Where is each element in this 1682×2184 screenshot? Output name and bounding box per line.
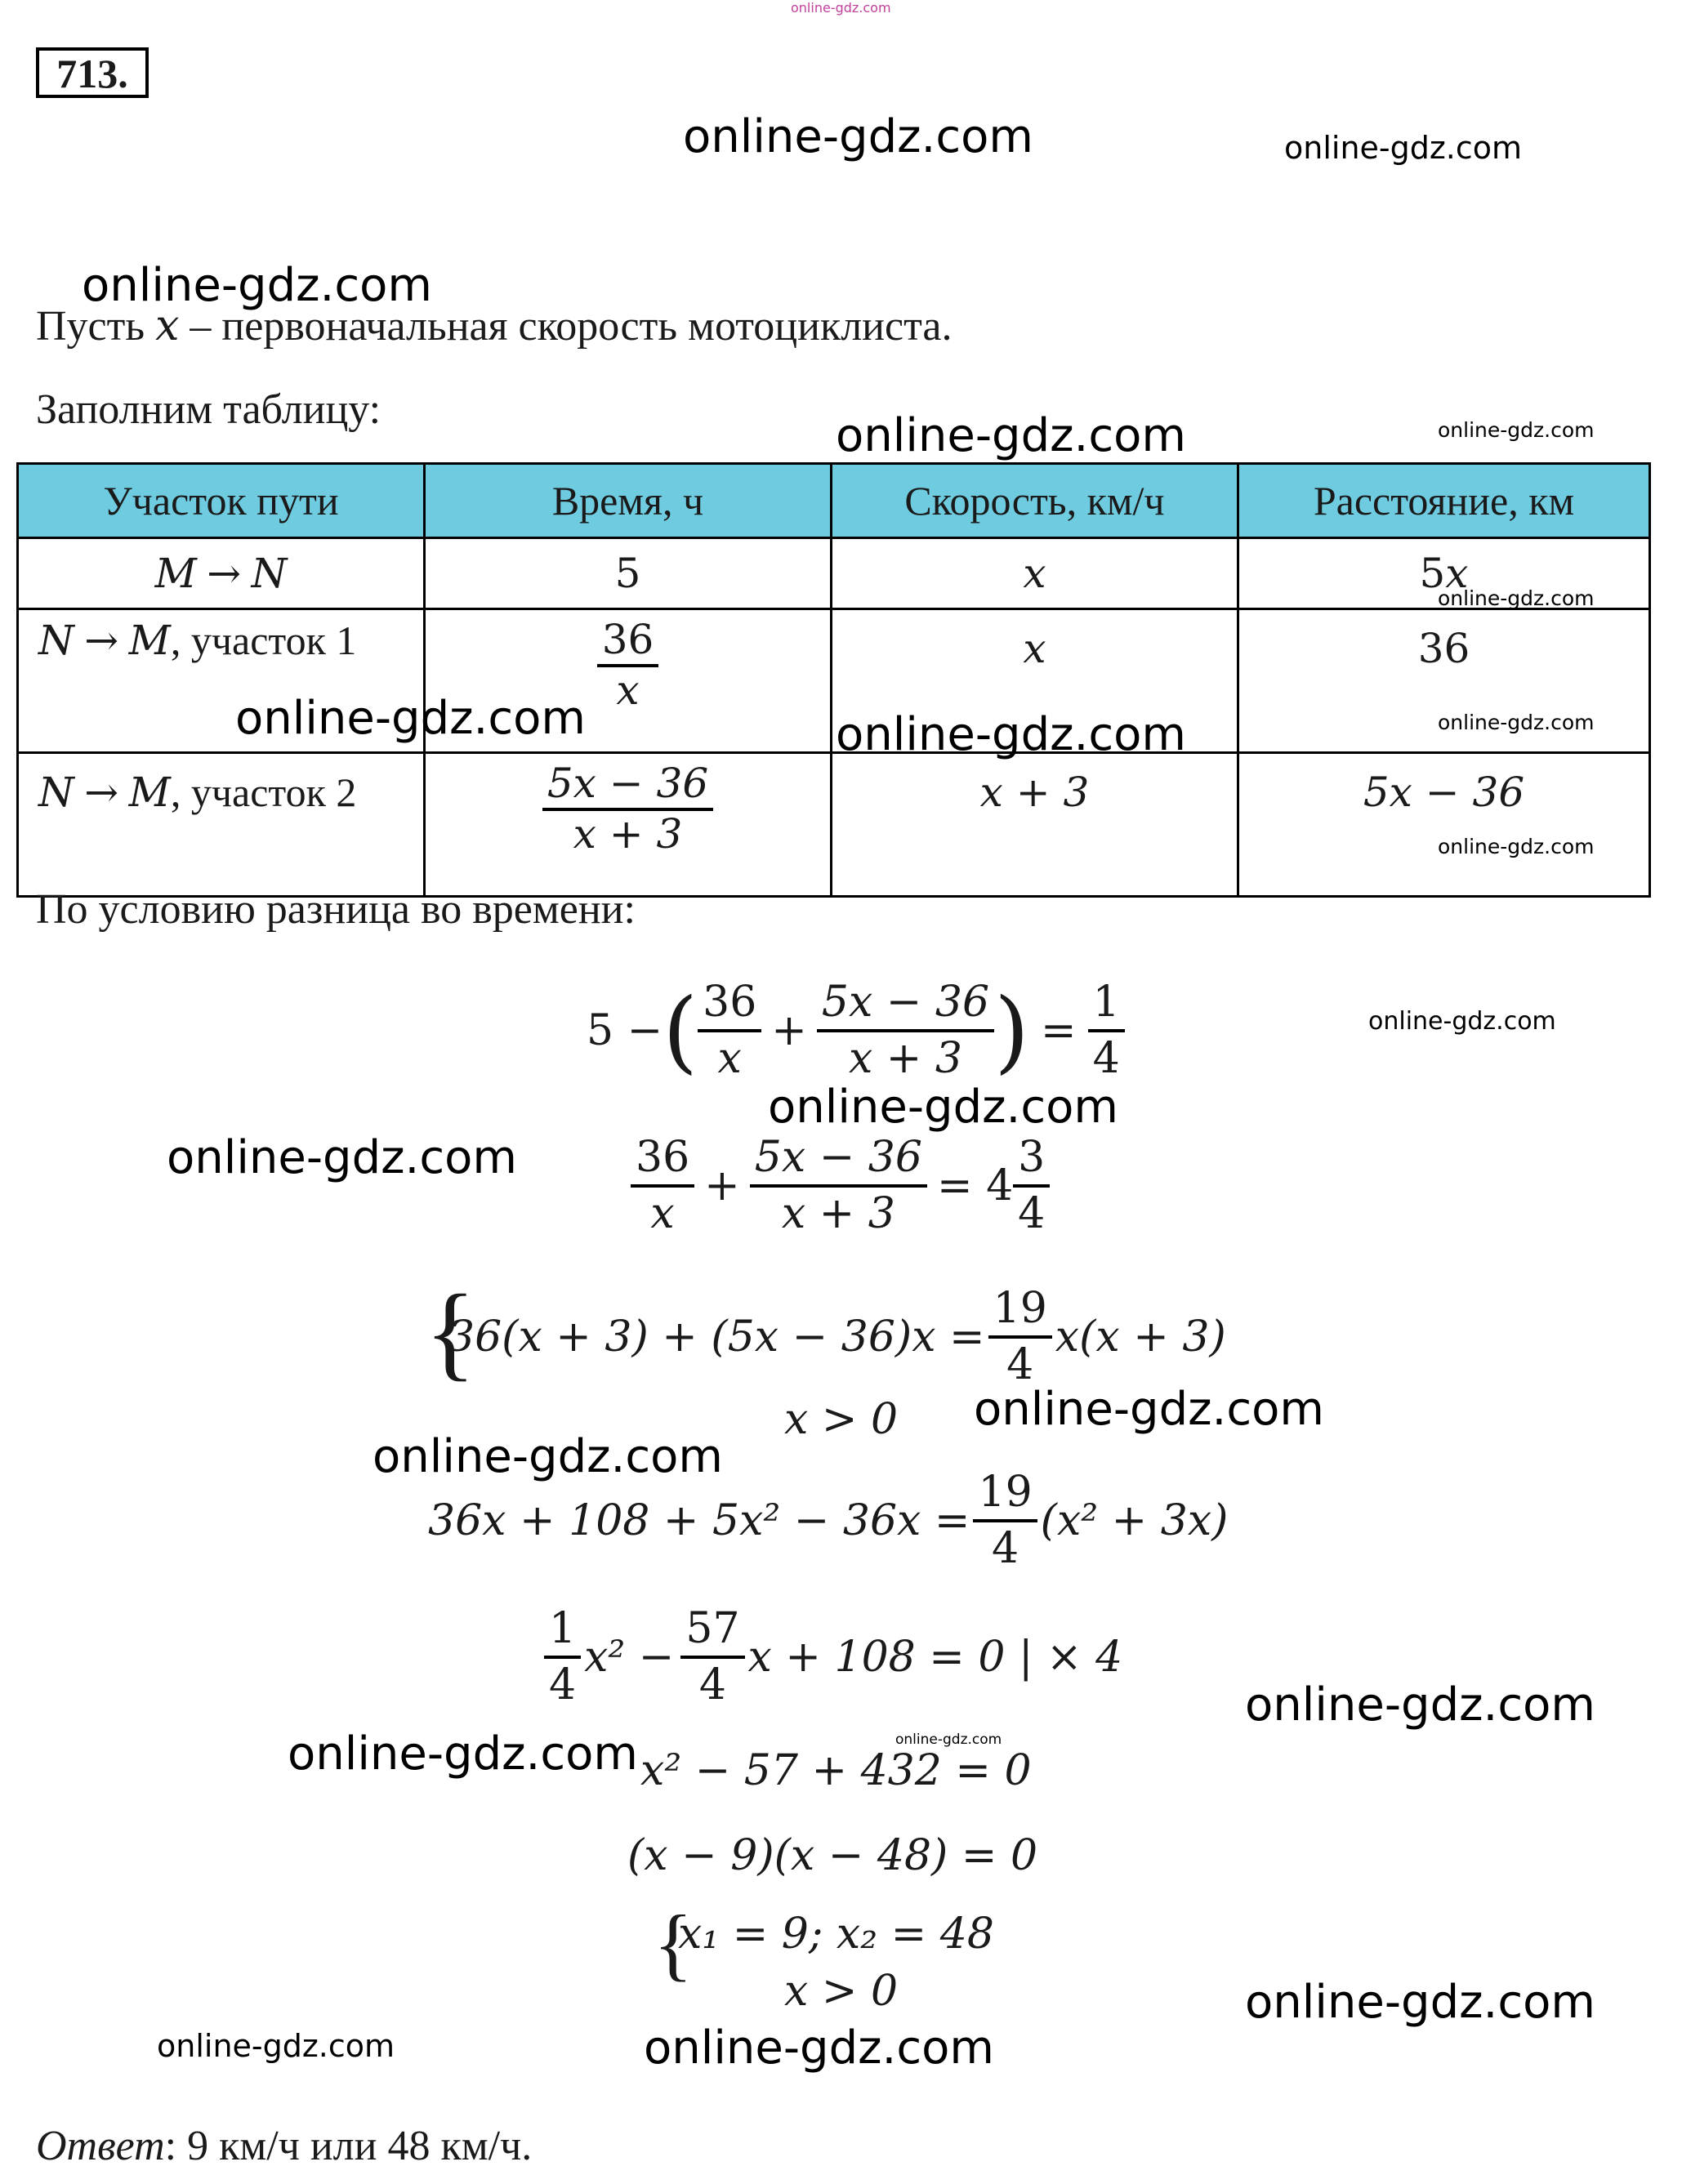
watermark: online-gdz.com bbox=[1438, 418, 1595, 442]
equation-1: 5 − ( $\frac{36}{x}$ + $\frac{5x - 36}{x + 3}$ ) = $\frac{1}{4}$ bbox=[587, 976, 1125, 1085]
cell-time: $\frac{36}{x}$ bbox=[425, 609, 832, 753]
cell-segment: N → M, участок 2 bbox=[18, 753, 425, 897]
cell-distance: 5x bbox=[1238, 538, 1650, 609]
watermark: online-gdz.com bbox=[1438, 586, 1595, 610]
watermark: online-gdz.com bbox=[1284, 130, 1523, 166]
system-brace: { bbox=[654, 1898, 693, 1989]
equation-8-condition: x > 0 bbox=[784, 1967, 899, 2016]
watermark: online-gdz.com bbox=[836, 409, 1186, 462]
header-segment: Участок пути bbox=[18, 464, 425, 538]
table-row bbox=[18, 753, 1650, 897]
fill-table-text: Заполним таблицу: bbox=[36, 386, 381, 433]
equation-8-roots: x₁ = 9; x₂ = 48 bbox=[678, 1910, 994, 1959]
top-watermark: online-gdz.com bbox=[791, 0, 891, 16]
header-time: Время, ч bbox=[425, 464, 832, 538]
equation-2: $\frac{36}{x}$ + $\frac{5x - 36}{x + 3}$ = 4 $\frac{3}{4}$ bbox=[631, 1131, 1050, 1241]
watermark: online-gdz.com bbox=[644, 2021, 994, 2075]
watermark: online-gdz.com bbox=[1438, 835, 1595, 858]
cell-distance: 5x − 36 bbox=[1238, 753, 1650, 897]
table-header-row bbox=[18, 464, 1650, 538]
cell-speed: x bbox=[832, 538, 1238, 609]
watermark: online-gdz.com bbox=[1368, 1007, 1556, 1036]
watermark: online-gdz.com bbox=[82, 259, 432, 312]
watermark: online-gdz.com bbox=[974, 1383, 1324, 1436]
watermark: online-gdz.com bbox=[288, 1727, 638, 1781]
cell-time: 5 bbox=[425, 538, 832, 609]
watermark: online-gdz.com bbox=[157, 2028, 395, 2064]
system-brace: { bbox=[425, 1273, 476, 1391]
equation-5: $\frac{1}{4}$ x² − $\frac{57}{4}$ x + 108 = 0 | × 4 bbox=[544, 1602, 1122, 1712]
watermark: online-gdz.com bbox=[1245, 1678, 1595, 1732]
cell-speed: x bbox=[832, 609, 1238, 753]
equation-3-condition: x > 0 bbox=[784, 1395, 899, 1444]
cell-speed: x + 3 bbox=[832, 753, 1238, 897]
watermark: online-gdz.com bbox=[895, 1732, 1002, 1748]
cell-distance: 36 bbox=[1238, 609, 1650, 753]
equation-6: x² − 57 + 432 = 0 bbox=[640, 1746, 1032, 1795]
cell-segment: M → N bbox=[18, 538, 425, 609]
watermark: online-gdz.com bbox=[683, 110, 1033, 163]
intro-prefix: Пусть bbox=[36, 303, 145, 350]
answer bbox=[36, 2125, 532, 2168]
watermark: online-gdz.com bbox=[373, 1430, 723, 1483]
intro-text bbox=[36, 301, 953, 350]
data-table bbox=[16, 462, 1651, 898]
intro-variable: x bbox=[155, 301, 180, 350]
answer-label: Ответ bbox=[36, 2123, 165, 2169]
answer-text: : 9 км/ч или 48 км/ч. bbox=[164, 2123, 533, 2169]
watermark: online-gdz.com bbox=[836, 708, 1186, 761]
problem-number: 713. bbox=[36, 47, 149, 98]
header-speed: Скорость, км/ч bbox=[832, 464, 1238, 538]
equation-3: 36(x + 3) + (5x − 36)x = $\frac{19}{4}$ x(x + 3) bbox=[448, 1284, 1226, 1389]
table-row bbox=[18, 538, 1650, 609]
watermark: online-gdz.com bbox=[768, 1081, 1118, 1134]
equation-7: (x − 9)(x − 48) = 0 bbox=[627, 1831, 1038, 1880]
equation-4: 36x + 108 + 5x² − 36x = $\frac{19}{4}$ (x² + 3x) bbox=[428, 1468, 1229, 1573]
watermark: online-gdz.com bbox=[235, 692, 586, 745]
intro-suffix: – первоначальная скорость мотоциклиста. bbox=[190, 303, 953, 350]
header-distance: Расстояние, км bbox=[1238, 464, 1650, 538]
condition-text: По условию разница во времени: bbox=[36, 886, 636, 933]
watermark: online-gdz.com bbox=[167, 1131, 517, 1184]
cell-segment: N → M, участок 1 bbox=[18, 609, 425, 753]
watermark: online-gdz.com bbox=[1245, 1976, 1595, 2029]
cell-time: $\frac{5x - 36}{x + 3}$ bbox=[425, 753, 832, 897]
watermark: online-gdz.com bbox=[1438, 711, 1595, 734]
